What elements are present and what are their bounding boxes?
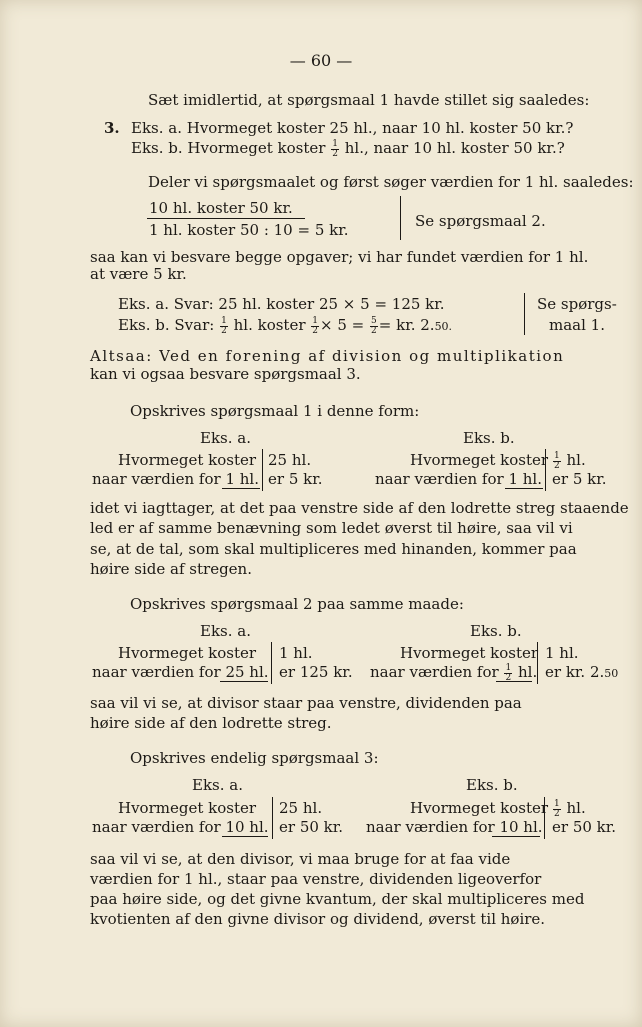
fraction-five-half: $\frac{5}{2}$	[371, 315, 377, 336]
block2-b-left-2-pre: naar værdien for	[370, 663, 499, 681]
block1-a-left-2: naar værdien for 1 hl.	[92, 470, 259, 488]
para2-line-2: høire side af den lodrette streg.	[90, 714, 332, 732]
fraction-half: $\frac{1}{2}$	[332, 138, 338, 159]
intro-line: Sæt imidlertid, at spørgsmaal 1 havde stillet sig saaledes:	[148, 91, 590, 109]
svar-b-end: = kr. 2.	[378, 316, 435, 334]
block1-label-b: Eks. b.	[463, 429, 515, 447]
block3-b-left-2: naar værdien for 10 hl.	[366, 818, 543, 836]
svar-b-pre: Eks. b. Svar:	[118, 316, 215, 334]
block2-b-divider	[537, 642, 538, 684]
svar-b-end-small: 50.	[434, 320, 453, 333]
altsaa-line-1: Altsaa: Ved en forening af division og multiplikation	[90, 347, 565, 365]
block3-label-a: Eks. a.	[192, 776, 243, 794]
block3-a-right-2: er 50 kr.	[279, 818, 344, 836]
altsaa-line-2: kan vi ogsaa besvare spørgsmaal 3.	[90, 365, 361, 383]
block2-a-right-1: 1 hl.	[279, 644, 313, 662]
svar-b	[118, 316, 452, 336]
calc-brace	[400, 196, 401, 240]
fraction-half: $\frac{1}{2}$	[221, 315, 227, 336]
para3-line-2: værdien for 1 hl., staar paa venstre, dividenden ligeoverfor	[90, 870, 542, 888]
block1-label-a: Eks. a.	[200, 429, 251, 447]
block1-b-left-1: Hvormeget koster	[410, 451, 549, 469]
para3-line-1: saa vil vi se, at den divisor, vi maa bruge for at faa vide	[90, 850, 511, 868]
calc-underline	[147, 218, 305, 219]
svar-reference-2: maal 1.	[549, 316, 605, 334]
fraction-half: $\frac{1}{2}$	[554, 798, 560, 819]
saa-kan-line-1: saa kan vi besvare begge opgaver; vi har fundet værdien for 1 hl.	[90, 248, 589, 266]
block2-b-right-2-main: er kr. 2.	[545, 663, 605, 681]
block3-b-underline	[492, 836, 540, 837]
block2-b-right-2	[545, 663, 618, 683]
calc-line-1: 10 hl. koster 50 kr.	[149, 199, 293, 217]
fraction-half: $\frac{1}{2}$	[312, 315, 319, 336]
block2-b-left-1: Hvormeget koster	[400, 644, 539, 662]
block2-a-left-1: Hvormeget koster	[118, 644, 257, 662]
question-3b-post: hl., naar 10 hl. koster 50 kr.?	[344, 139, 565, 157]
block1-b-right-1	[552, 451, 586, 471]
block2-label-a: Eks. a.	[200, 622, 251, 640]
block2-b-right-1: 1 hl.	[545, 644, 579, 662]
block3-b-right-1	[552, 799, 586, 819]
block1-a-divider	[262, 449, 263, 491]
block3-a-underline	[222, 836, 268, 837]
block3-b-left-1: Hvormeget koster	[410, 799, 549, 817]
question-3a: Eks. a. Hvormeget koster 25 hl., naar 10 hl. koster 50 kr.?	[131, 119, 574, 137]
block2-a-divider	[271, 642, 272, 684]
para1-line-4: høire side af stregen.	[90, 560, 252, 578]
svar-b-mid: hl. koster	[233, 316, 306, 334]
block1-heading: Opskrives spørgsmaal 1 i denne form:	[130, 402, 420, 420]
calc-line-2: 1 hl. koster 50 : 10 = 5 kr.	[149, 221, 349, 239]
block3-a-right-1: 25 hl.	[279, 799, 323, 817]
deler-line: Deler vi spørgsmaalet og først søger værdien for 1 hl. saaledes:	[148, 173, 634, 191]
fraction-half: $\frac{1}{2}$	[505, 662, 512, 683]
block3-b-divider	[544, 797, 545, 839]
block3-a-left-2: naar værdien for 10 hl.	[92, 818, 269, 836]
block3-b-right-2: er 50 kr.	[552, 818, 617, 836]
block1-b-divider	[545, 449, 546, 491]
question-3b-pre: Eks. b. Hvormeget koster	[131, 139, 326, 157]
block1-a-left-1: Hvormeget koster	[118, 451, 257, 469]
para1-line-3: se, at de tal, som skal multipliceres med hinanden, kommer paa	[90, 540, 577, 558]
fraction-half: $\frac{1}{2}$	[554, 450, 560, 471]
block3-label-b: Eks. b.	[466, 776, 518, 794]
para2-line-1: saa vil vi se, at divisor staar paa venstre, dividenden paa	[90, 694, 522, 712]
block1-b-right-1-unit: hl.	[566, 451, 586, 469]
para1-line-2: led er af samme benævning som ledet øverst til høire, saa vil vi	[90, 519, 573, 537]
block1-b-underline	[505, 488, 543, 489]
svar-brace	[524, 293, 525, 335]
svar-reference-1: Se spørgs-	[537, 295, 617, 313]
block3-heading: Opskrives endelig spørgsmaal 3:	[130, 749, 379, 767]
block1-a-right-1: 25 hl.	[268, 451, 312, 469]
block2-b-left-2	[370, 663, 537, 683]
block2-b-left-2-post: hl.	[517, 663, 538, 681]
para1-line-1: idet vi iagttager, at det paa venstre side af den lodrette streg staaende	[90, 499, 629, 517]
block1-a-right-2: er 5 kr.	[268, 470, 323, 488]
svar-a: Eks. a. Svar: 25 hl. koster 25 × 5 = 125 kr.	[118, 295, 445, 313]
svar-b-mult: × 5 =	[320, 316, 365, 334]
block2-a-left-2: naar værdien for 25 hl.	[92, 663, 269, 681]
para3-line-3: paa høire side, og det givne kvantum, der skal multipliceres med	[90, 890, 585, 908]
block2-a-underline	[220, 681, 268, 682]
calc-reference: Se spørgsmaal 2.	[415, 212, 546, 230]
block2-heading: Opskrives spørgsmaal 2 paa samme maade:	[130, 595, 464, 613]
block2-label-b: Eks. b.	[470, 622, 522, 640]
para3-line-4: kvotienten af den givne divisor og dividend, øverst til høire.	[90, 910, 546, 928]
block2-a-right-2: er 125 kr.	[279, 663, 353, 681]
question-number: 3.	[104, 119, 120, 137]
block3-a-left-1: Hvormeget koster	[118, 799, 257, 817]
question-3b	[131, 139, 565, 159]
block3-b-right-1-unit: hl.	[566, 799, 586, 817]
block3-a-divider	[272, 797, 273, 839]
saa-kan-line-2: at være 5 kr.	[90, 265, 187, 283]
page-number: — 60 —	[289, 51, 353, 70]
block1-b-right-2: er 5 kr.	[552, 470, 607, 488]
block1-b-left-2: naar værdien for 1 hl.	[375, 470, 542, 488]
block2-b-right-2-small: 50	[604, 667, 619, 680]
block1-a-underline	[222, 488, 260, 489]
block2-b-underline	[496, 681, 532, 682]
